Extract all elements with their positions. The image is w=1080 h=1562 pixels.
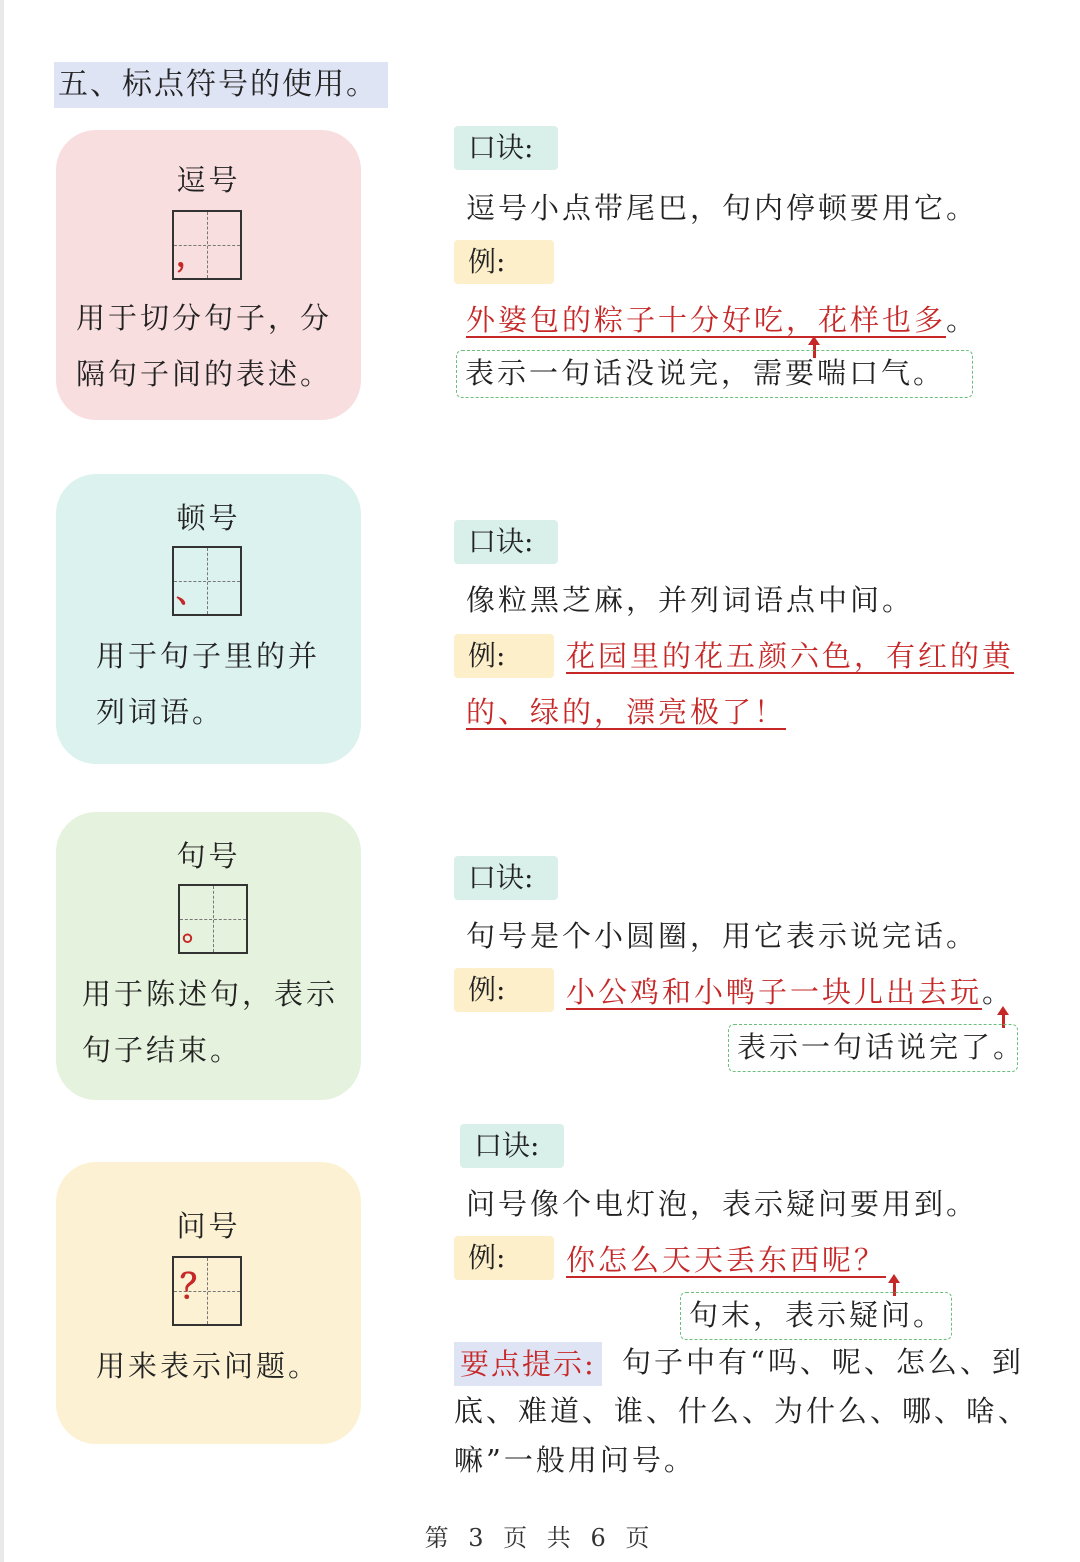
period-mark: 。	[182, 913, 212, 948]
card-desc-line: 列词语。	[96, 695, 225, 729]
example-label: 例:	[454, 240, 554, 284]
section-title: 五、标点符号的使用。	[54, 62, 388, 108]
card-desc	[96, 628, 320, 740]
page-footer: 第 3 页 共 6 页	[424, 1524, 656, 1552]
example-text: 花园里的花五颜六色，有红的黄	[566, 639, 1015, 673]
card-desc-line: 用于切分句子，分	[76, 301, 333, 335]
example-label: 例:	[454, 968, 554, 1012]
example-sentence	[566, 970, 1014, 1011]
tip-text: 句子中有“吗、呢、怎么、到底、难道、谁、什么、为什么、哪、啥、嘛”一般用问号。	[454, 1345, 1031, 1477]
dunhao-mark: 、	[176, 575, 206, 610]
card-title: 逗号	[176, 163, 241, 197]
card-dunhao	[56, 474, 361, 764]
mark-grid	[178, 884, 248, 954]
koujue-text: 句号是个小圆圈，用它表示说完话。	[466, 919, 979, 953]
note-box: 表示一句话没说完，需要喘口气。	[456, 350, 973, 398]
mark-grid	[172, 546, 242, 616]
card-period	[56, 812, 361, 1100]
mark-grid	[172, 1256, 242, 1326]
example-label: 例:	[454, 634, 554, 678]
koujue-text: 像粒黑芝麻，并列词语点中间。	[466, 583, 915, 617]
tip-label: 要点提示:	[454, 1342, 602, 1386]
card-desc-line: 隔句子间的表述。	[76, 357, 333, 391]
question-mark: ？	[180, 1267, 214, 1307]
comma-mark: ，	[176, 239, 206, 274]
card-title: 顿号	[176, 501, 241, 535]
card-desc	[82, 966, 338, 1078]
arrow-up-icon	[997, 1006, 1009, 1015]
card-title: 问号	[176, 1209, 241, 1243]
example-text: 外婆包的粽子十分好吃，花样也多	[466, 303, 947, 337]
note-box: 句末，表示疑问。	[680, 1292, 952, 1340]
card-title: 句号	[176, 839, 241, 873]
example-text: 你怎么天天丢东西呢？	[566, 1243, 887, 1277]
note-box: 表示一句话说完了。	[728, 1024, 1018, 1072]
koujue-label: 口诀:	[454, 520, 558, 564]
card-desc-line: 用来表示问题。	[96, 1349, 321, 1383]
koujue-label: 口诀:	[454, 856, 558, 900]
example-sentence	[466, 298, 978, 339]
arrow-up-icon	[808, 336, 820, 345]
koujue-label: 口诀:	[460, 1124, 564, 1168]
example-text: 小公鸡和小鸭子一块儿出去玩	[566, 975, 983, 1009]
card-question	[56, 1162, 361, 1444]
card-comma	[56, 130, 361, 420]
card-desc	[76, 290, 332, 402]
koujue-label: 口诀:	[454, 126, 558, 170]
card-desc-line: 用于句子里的并	[96, 639, 321, 673]
card-desc	[96, 1338, 320, 1394]
koujue-text: 逗号小点带尾巴，句内停顿要用它。	[466, 191, 979, 225]
example-end: 。	[946, 303, 979, 337]
mark-grid	[172, 210, 242, 280]
example-end: 。	[982, 975, 1015, 1009]
page-edge	[0, 0, 4, 1562]
koujue-text: 问号像个电灯泡，表示疑问要用到。	[466, 1187, 979, 1221]
card-desc-line: 用于陈述句，表示	[82, 977, 339, 1011]
example-text: 的、绿的，漂亮极了！	[466, 695, 787, 729]
example-label: 例:	[454, 1236, 554, 1280]
arrow-up-icon	[888, 1274, 900, 1283]
card-desc-line: 句子结束。	[82, 1033, 243, 1067]
